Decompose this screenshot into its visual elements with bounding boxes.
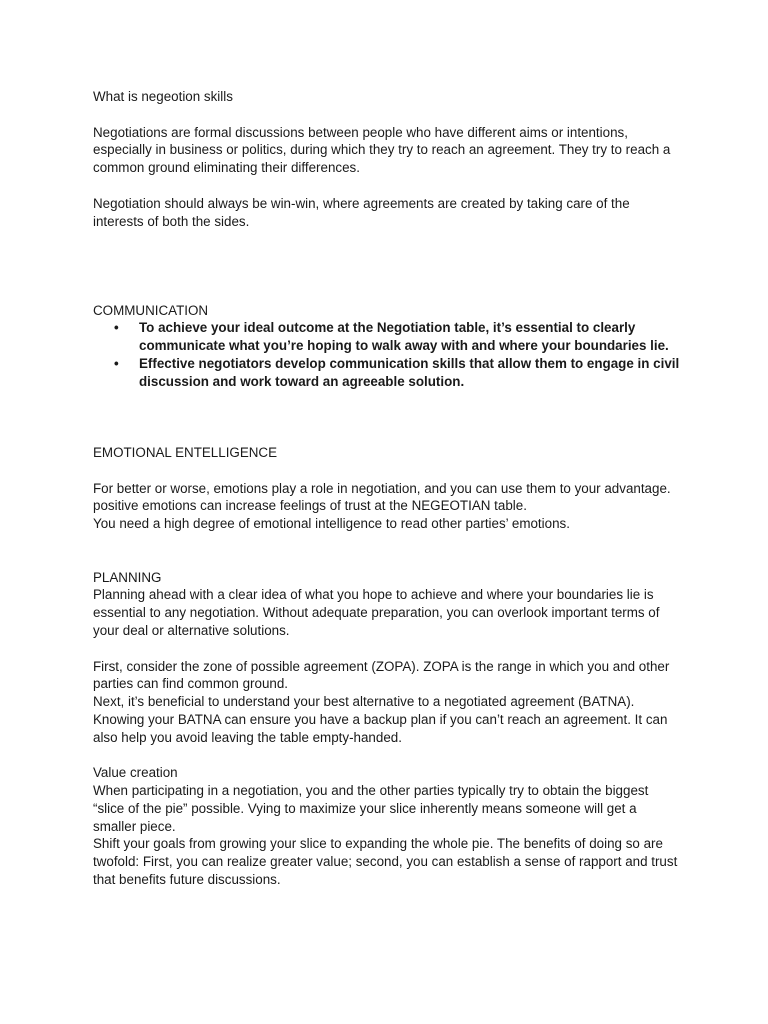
- intro-paragraph-1: Negotiations are formal discussions between people who have different aims or intentions, especially in business or politics, during which they try to reach an agreement. They try to reach a common ground eliminating their differences.: [93, 124, 671, 176]
- emotional-line-1: For better or worse, emotions play a role in negotiation, and you can use them to your advantage.: [93, 480, 671, 496]
- bullet-icon: •: [114, 355, 119, 371]
- bullet-icon: •: [114, 320, 119, 336]
- document-title: What is negeotion skills: [93, 89, 233, 104]
- value-heading: Value creation: [93, 765, 178, 781]
- spacer: [93, 746, 683, 764]
- planning-heading: PLANNING: [93, 569, 162, 585]
- intro-paragraph-2: Negotiation should always be win-win, where agreements are created by taking care of the interests of both the sides.: [93, 195, 630, 229]
- communication-bullet-text: To achieve your ideal outcome at the Negotiation table, it’s essential to clearly communicate what you’re hoping to walk away with and where your boundaries lie.: [139, 320, 669, 354]
- planning-zopa-line: First, consider the zone of possible agreement (ZOPA). ZOPA is the range in which you and other parties can find common ground.: [93, 658, 670, 692]
- spacer: [93, 106, 683, 124]
- value-line-1: When participating in a negotiation, you and the other parties typically try to obtain the biggest “slice of the pie” possible. Vying to maximize your slice inherently means someone will get a smaller piece.: [93, 783, 649, 834]
- communication-bullet-2: [93, 355, 683, 391]
- communication-bullet-1: [93, 319, 683, 355]
- planning-paragraph-1: Planning ahead with a clear idea of what you hope to achieve and where your boundaries lie is essential to any negotiation. Without adequate preparation, you can overlook important terms of your deal or alternative solutions.: [93, 587, 660, 638]
- emotional-line-3: You need a high degree of emotional intelligence to read other parties’ emotions.: [93, 516, 570, 532]
- planning-batna-line: Next, it’s beneficial to understand your best alternative to a negotiated agreement (BATNA). Knowing your BATNA can ensure you have a backup plan if you can’t reach an agreement. It can also help you avoid leaving the table empty-handed.: [93, 694, 668, 745]
- spacer: [93, 391, 683, 444]
- spacer: [93, 533, 683, 569]
- emotional-heading: EMOTIONAL ENTELLIGENCE: [93, 444, 278, 460]
- document-body: [93, 88, 683, 889]
- spacer: [93, 462, 683, 480]
- emotional-line-2: positive emotions can increase feelings of trust at the NEGEOTIAN table.: [93, 498, 527, 514]
- communication-bullet-text: Effective negotiators develop communication skills that allow them to engage in civil discussion and work toward an agreeable solution.: [139, 355, 680, 389]
- spacer: [93, 177, 683, 195]
- communication-bullet-list: [93, 319, 683, 390]
- spacer: [93, 230, 683, 301]
- communication-heading: COMMUNICATION: [93, 302, 209, 318]
- value-line-2: Shift your goals from growing your slice to expanding the whole pie. The benefits of doing so are twofold: First, you can realize greater value; second, you can establish a sense of rapport and trust that benefits future discussions.: [93, 836, 678, 888]
- spacer: [93, 640, 683, 658]
